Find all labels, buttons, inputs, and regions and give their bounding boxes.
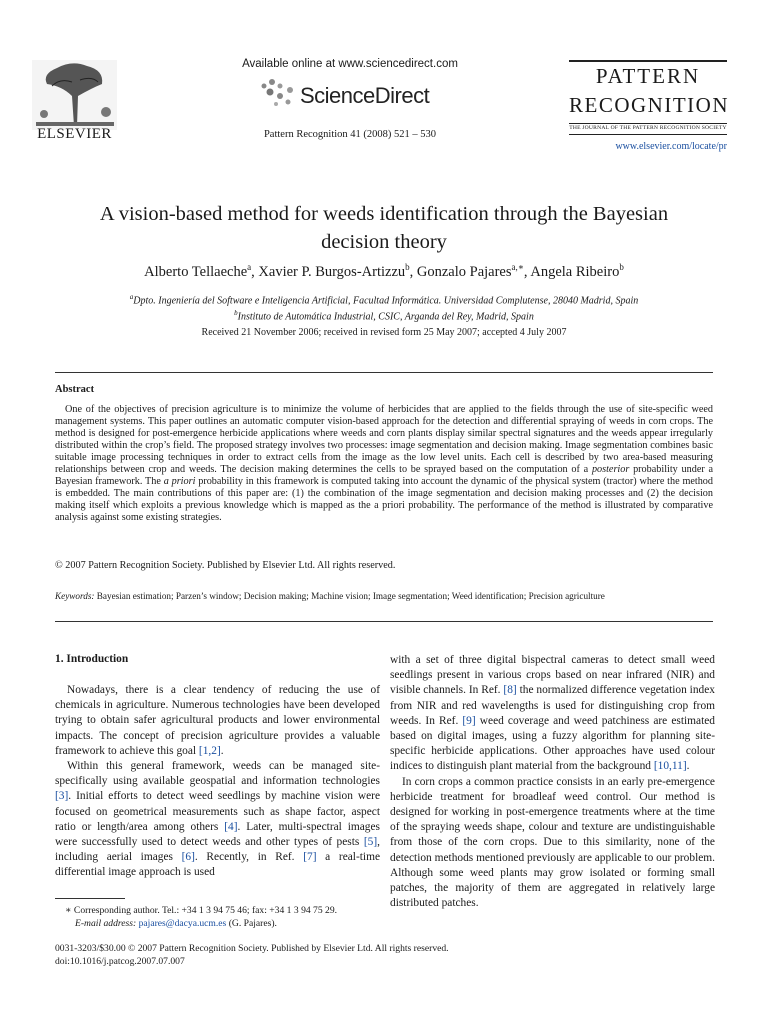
intro-text: , including aerial images — [55, 836, 380, 864]
paper-title-line1: A vision-based method for weeds identification through the Bayesian — [99, 203, 669, 225]
citation-link[interactable]: [4] — [224, 820, 238, 833]
abstract-body — [55, 404, 713, 524]
email-label: E-mail address: — [75, 918, 137, 929]
affiliation-sup: a — [129, 293, 134, 301]
paper-title — [60, 200, 708, 256]
abstract-rule-top — [55, 372, 713, 373]
intro-paragraph — [390, 653, 715, 775]
received-dates: Received 21 November 2006; received in revised form 25 May 2007; accepted 4 July 2007 — [201, 327, 567, 338]
abstract-text: probability under a Bayesian framework. The — [55, 464, 714, 488]
citation-link[interactable]: [3] — [55, 790, 69, 803]
intro-text: the normalized difference vegetation index from NIR and red wavelengths is used for distinguishing crop from weeds. In Ref. — [390, 684, 715, 727]
affiliations — [60, 291, 708, 324]
issn-doi — [55, 943, 555, 968]
paper-title-line2: decision theory — [321, 231, 447, 253]
author-sup: b — [405, 262, 410, 272]
footnote-rule — [55, 898, 125, 899]
author-sup: a — [247, 262, 252, 272]
email-suffix: (G. Pajares). — [226, 918, 277, 929]
intro-text: a real-time differential image approach is used — [55, 851, 381, 879]
abstract-text: One of the objectives of precision agriculture is to minimize the volume of herbicides that are applied to the fields through the use of site-specific weed management systems. This paper outlines an automatic computer vision-based approach for the detection and differential spraying of weeds in corn crops. The method is designed for post-emergence herbicide applications where weeds and corn plants display similar spectral signatures and the weeds appear irregularly distributed within the crop’s field. The proposed strategy involves two processes: image segmentation and decision making. Image segmentation combines basic suitable image processing techniques in order to extract cells from the image as the low level units. Each cell is described by two area-based measuring relationships between crop and weeds. The decision making determines the cells to be sprayed based on the computation of a — [55, 404, 713, 476]
author-list: Alberto Tellaeche$^a$, Xavier P. Burgos-Artizzu$^b$, Gonzalo Pajares$^{a,∗}$, Angela Ribeiro$^b$ — [144, 262, 624, 280]
abstract-text: probability in this framework is computed taking into account the dynamic of the physical system (tractor) where the method is embedded. The main contributions of this paper are: (1) the combination of the image segmentation and decision making processes and (2) the decision making itself which exploits a previous knowledge which is mapped as the a priori probability. The performance of the method is illustrated by comparative analysis against some existing strategies. — [55, 476, 713, 524]
doi-line[interactable]: doi:10.1016/j.patcog.2007.07.007 — [55, 955, 185, 967]
intro-text: . Later, multi-spectral images were successfully used to detect weeds and other types of pests — [55, 820, 380, 849]
keywords-label: Keywords: — [55, 591, 95, 601]
abstract-italic: posterior — [591, 464, 630, 476]
footnote-contact: ∗ Corresponding author. Tel.: +34 1 3 94 75 46; fax: +34 1 3 94 75 29. — [65, 905, 338, 916]
section-heading-introduction: 1. Introduction — [55, 653, 129, 665]
citation-link[interactable]: [10,11] — [653, 760, 687, 773]
journal-title-line1: PATTERN — [595, 64, 701, 88]
right-column — [390, 653, 715, 911]
journal-url-link[interactable]: www.elsevier.com/locate/pr — [615, 141, 727, 152]
footnote-email-line — [55, 917, 380, 930]
citation-link[interactable]: [8] — [503, 684, 517, 697]
affiliation-b: Instituto de Automática Industrial, CSIC, Arganda del Rey, Madrid, Spain — [237, 311, 534, 323]
author-sup: a,∗ — [511, 262, 524, 272]
intro-text: . — [220, 744, 224, 757]
intro-paragraph: In corn crops a common practice consists in an early pre-emergence herbicide treatment for broadleaf weed control. Our method is designed for working in post-emergence treatments where at the time of the spraying weeds shape, colour and texture are undistinguishable from those of the corn crops. Due to this similarity, none of the detection methods mentioned previously are applicable to our problem. Although some weed plants may grow isolated or forming small patches, the majority of them are aggregated in relatively large distributed patches. — [390, 775, 715, 910]
intro-text: with a set of three digital bispectral cameras to detect small weed seedlings present in various crops based on near infrared (NIR) and visible channels. In Ref. — [390, 654, 715, 697]
citation-link[interactable]: [6] — [181, 851, 195, 864]
citation-link[interactable]: [7] — [303, 851, 317, 864]
abstract-italic: a priori — [163, 476, 196, 488]
intro-text: Within this general framework, weeds can be managed site-specifically using available geospatial and information technologies — [55, 760, 380, 788]
keywords-text: Bayesian estimation; Parzen’s window; Decision making; Machine vision; Image segmentation; Weed identification; Precision agriculture — [94, 591, 605, 601]
author-name: Alberto Tellaeche — [144, 263, 248, 280]
corresponding-author-footnote — [55, 904, 380, 930]
intro-paragraph — [55, 759, 380, 881]
author-name: Angela Ribeiro — [530, 263, 620, 280]
author-name: Xavier P. Burgos-Artizzu — [258, 263, 406, 280]
affiliation-a: Dpto. Ingeniería del Software e Inteligencia Artificial, Facultad Informática. Universidad Complutense, 28040 Madrid, Spain — [133, 295, 639, 307]
abstract-rule-bottom — [55, 621, 713, 622]
sciencedirect-wordmark[interactable]: ScienceDirect — [300, 83, 430, 108]
abstract-copyright: © 2007 Pattern Recognition Society. Published by Elsevier Ltd. All rights reserved. — [55, 560, 396, 571]
publisher-name: ELSEVIER — [37, 126, 112, 142]
citation-link[interactable]: [5] — [363, 836, 378, 849]
journal-subtitle: THE JOURNAL OF THE PATTERN RECOGNITION SOCIETY — [569, 125, 727, 131]
author-name: Gonzalo Pajares — [416, 263, 512, 280]
affiliation-sup: b — [234, 309, 238, 318]
intro-text: weed coverage and weed patchiness are estimated based on digital images, using a fuzzy algorithm for planning site-specific herbicide applications. Other approaches have used colour indices to distinguish plant material from the background — [390, 714, 715, 773]
intro-text: . Recently, in Ref. — [194, 851, 304, 864]
intro-text: Nowadays, there is a clear tendency of reducing the use of chemicals in agriculture. Numerous technologies have been developed trying to obtain safer agricultural products and lower environmental impacts. The concept of precision agriculture provides a valuable framework to achieve this goal — [55, 684, 380, 757]
abstract-heading: Abstract — [55, 384, 95, 395]
intro-text: . Initial efforts to detect weed seedlings by machine vision were focused on geometrical measurements such as shape factor, aspect ratio or length/area among others — [55, 790, 380, 833]
author-sup: b — [619, 262, 624, 272]
citation-link[interactable]: [1,2] — [198, 744, 221, 757]
journal-rule-bottom — [569, 134, 727, 135]
citation-link[interactable]: [9] — [462, 714, 476, 727]
issn-line: 0031-3203/$30.00 © 2007 Pattern Recognition Society. Published by Elsevier Ltd. All rights reserved. — [55, 943, 449, 954]
journal-title-line2: RECOGNITION — [569, 93, 729, 117]
journal-rule-top — [569, 60, 727, 62]
keywords — [55, 591, 713, 601]
left-column — [55, 683, 380, 881]
journal-rule-mid — [569, 123, 727, 124]
available-online-text[interactable]: Available online at www.sciencedirect.com — [242, 58, 458, 70]
intro-paragraph — [55, 683, 380, 759]
journal-citation: Pattern Recognition 41 (2008) 521 – 530 — [263, 129, 437, 140]
email-link[interactable]: pajares@dacya.ucm.es — [138, 918, 227, 929]
intro-text: . — [686, 760, 690, 773]
